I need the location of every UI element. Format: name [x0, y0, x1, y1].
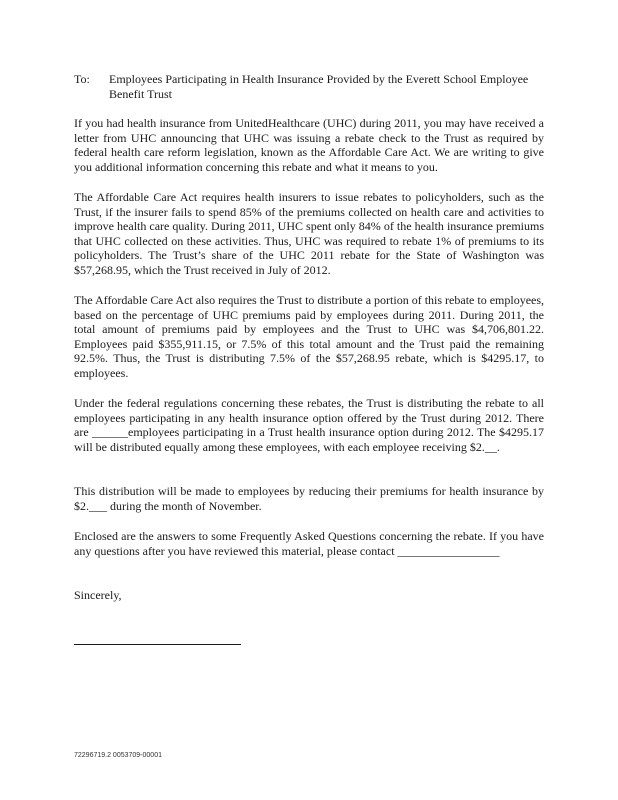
paragraph-premium-reduction: This distribution will be made to employees by reducing their premiums for health insurance by $2.___ during the month of November. [74, 484, 544, 513]
paragraph-faq-contact: Enclosed are the answers to some Frequently Asked Questions concerning the rebate. If you have any questions after you have reviewed this material, please contact _________________ [74, 529, 544, 558]
document-id-footer: 72296719.2 0053709-00001 [74, 752, 162, 759]
paragraph-aca-requirement: The Affordable Care Act requires health insurers to issue rebates to policyholders, such as the Trust, if the insurer fails to spend 85% of the premiums collected on health care and activities to improve health care quality. During 2011, UHC spent only 84% of the health insurance premiums that UHC collected on these activities. Thus, UHC was required to rebate 1% of premiums to its policyholders. The Trust’s share of the UHC 2011 rebate for the State of Washington was $57,268.95, which the Trust received in July of 2012. [74, 190, 544, 277]
memo-to-line [74, 72, 554, 102]
to-label: To: [74, 72, 90, 86]
closing-salutation: Sincerely, [74, 588, 122, 602]
signature-line [74, 644, 241, 645]
paragraph-federal-regulations: Under the federal regulations concerning these rebates, the Trust is distributing the rebate to all employees participating in any health insurance option offered by the Trust during 2012. There are ______employees participating in a Trust health insurance option during 2012. The $4295.17 will be distributed equally among these employees, with each employee receiving $2.__. [74, 396, 544, 454]
to-recipients: Employees Participating in Health Insurance Provided by the Everett School Employee Benefit Trust [109, 72, 529, 101]
paragraph-rebate-intro: If you had health insurance from UnitedHealthcare (UHC) during 2011, you may have received a letter from UHC announcing that UHC was issuing a rebate check to the Trust as required by federal health care reform legislation, known as the Affordable Care Act. We are writing to give you additional information concerning this rebate and what it means to you. [74, 116, 544, 174]
paragraph-distribution-calculation: The Affordable Care Act also requires the Trust to distribute a portion of this rebate to employees, based on the percentage of UHC premiums paid by employees during 2011. During 2011, the total amount of premiums paid by employees and the Trust to UHC was $4,706,801.22. Employees paid $355,911.15, or 7.5% of this total amount and the Trust paid the remaining 92.5%. Thus, the Trust is distributing 7.5% of the $57,268.95 rebate, which is $4295.17, to employees. [74, 293, 545, 380]
